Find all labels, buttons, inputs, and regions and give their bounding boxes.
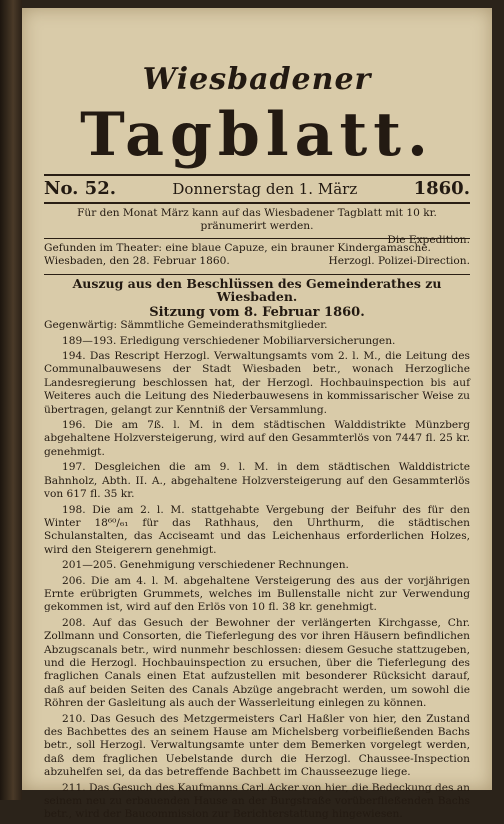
council-item: 189—193. Erledigung verschiedener Mobiliarversicherungen. [62, 334, 396, 347]
rule-above-issue [44, 174, 470, 176]
masthead-tagblatt: Tagblatt. [80, 100, 434, 170]
book-spine [0, 0, 22, 800]
council-session: Sitzung vom 8. Februar 1860. [149, 304, 365, 320]
council-item: 198. Die am 2. l. M. stattgehabte Vergebung der Beifuhr des für den Winter 18⁶⁰/₆₁ für das Rathhaus, den Uhrthurm, die städtischen Schulanstalten, das Acciseamt und das Leichenhaus erforderlichen Holzes, wird den Steigerern genehmigt. [44, 503, 470, 556]
issue-number: No. 52. [44, 178, 116, 199]
found-signature: Herzogl. Polizei-Direction. [328, 255, 470, 268]
rule-after-subscription [44, 238, 470, 239]
found-notice [44, 242, 470, 269]
council-present: Gegenwärtig: Sämmtliche Gemeinderathsmitglieder. [44, 319, 328, 332]
council-item: 194. Das Rescript Herzogl. Verwaltungsamts vom 2. l. M., die Leitung des Communalbauwesens der Stadt Wiesbaden betr., wonach Herzogliche Landesregierung beschlossen hat, der Herzogl. Hochbauinspection bis auf Weiteres auch die Leitung des Niederbauwesens in kommissarischer Weise zu übertragen, gelangt zur Kenntniß der Versammlung. [44, 350, 470, 416]
council-item: 196. Die am 7ß. l. M. in dem städtischen Walddistrikte Münzberg abgehaltene Holzversteigerung, wird auf den Gesammterlös von 7447 fl. 25 kr. genehmigt. [44, 419, 470, 458]
found-text: Gefunden im Theater: eine blaue Capuze, ein brauner Kindergamasche. [44, 242, 431, 254]
rule-after-found [44, 274, 470, 275]
masthead-wiesbadener: Wiesbadener [142, 62, 372, 97]
council-item: 211. Das Gesuch des Kaufmanns Carl Acker von hier, die Bedeckung des an seinem neu zu erbauenden Hause an der Burgstraße vorüberfließenden Bachs betr., wird der Baucommission zur Berichterstattung hingewiesen. [44, 781, 470, 821]
council-title: Auszug aus den Beschlüssen des Gemeinderathes zu Wiesbaden. [72, 276, 442, 305]
council-item: 206. Die am 4. l. M. abgehaltene Versteigerung des aus der vorjährigen Ernte erübrigten Grummets, welches im Bullenstalle nicht zur Verwendung gekommen ist, wird auf den Erlös von 10 fl. 38 kr. genehmigt. [44, 574, 470, 614]
council-item: 208. Auf das Gesuch der Bewohner der verlängerten Kirchgasse, Chr. Zollmann und Consorten, die Tieferlegung des vor ihren Häusern befindlichen Abzugscanals betr., wird nunmehr beschlossen: diesem Gesuche stattzugeben, und die Herzogl. Hochbauinspection zu ersuchen, über die Tieferlegung des fraglichen Canals einen Etat aufzustellen mit besonderer Rücksicht darauf, daß auf beiden Seiten des Canals Abzüge angebracht werden, um sowohl die Röhren der Gasleitung als auch der Wasserleitung einlegen zu können. [44, 616, 470, 710]
issue-year: 1860. [413, 178, 470, 199]
issue-line [44, 178, 470, 199]
subscription-signature: Die Expedition. [387, 233, 470, 246]
issue-date: Donnerstag den 1. März [172, 180, 358, 198]
rule-below-issue [44, 202, 470, 204]
council-item: 210. Das Gesuch des Metzgermeisters Carl Haßler von hier, den Zustand des Bachbettes des an seinem Hause am Michelsberg vorbeifließenden Bachs betr., soll Herzogl. Verwaltungsamte unter dem Bemerken vorgelegt werden, daß dem fraglichen Uebelstande durch die Herzogl. Chaussee-Inspection abzuhelfen sei, da das betreffende Bachbett im Chausseezuge liege. [44, 712, 470, 779]
found-footer [44, 255, 470, 268]
council-item: 201—205. Genehmigung verschiedener Rechnungen. [62, 559, 349, 572]
newspaper-page [22, 8, 492, 821]
council-item: 197. Desgleichen die am 9. l. M. in dem städtischen Walddistricte Bahnholz, Abth. II. A., abgehaltene Holzversteigerung auf den Gesammterlös von 617 fl. 35 kr. [44, 461, 470, 501]
subscription-text: Für den Monat März kann auf das Wiesbadener Tagblatt mit 10 kr. pränumerirt werden. [77, 207, 437, 233]
found-dateline: Wiesbaden, den 28. Februar 1860. [44, 255, 230, 268]
council-section [44, 277, 470, 824]
